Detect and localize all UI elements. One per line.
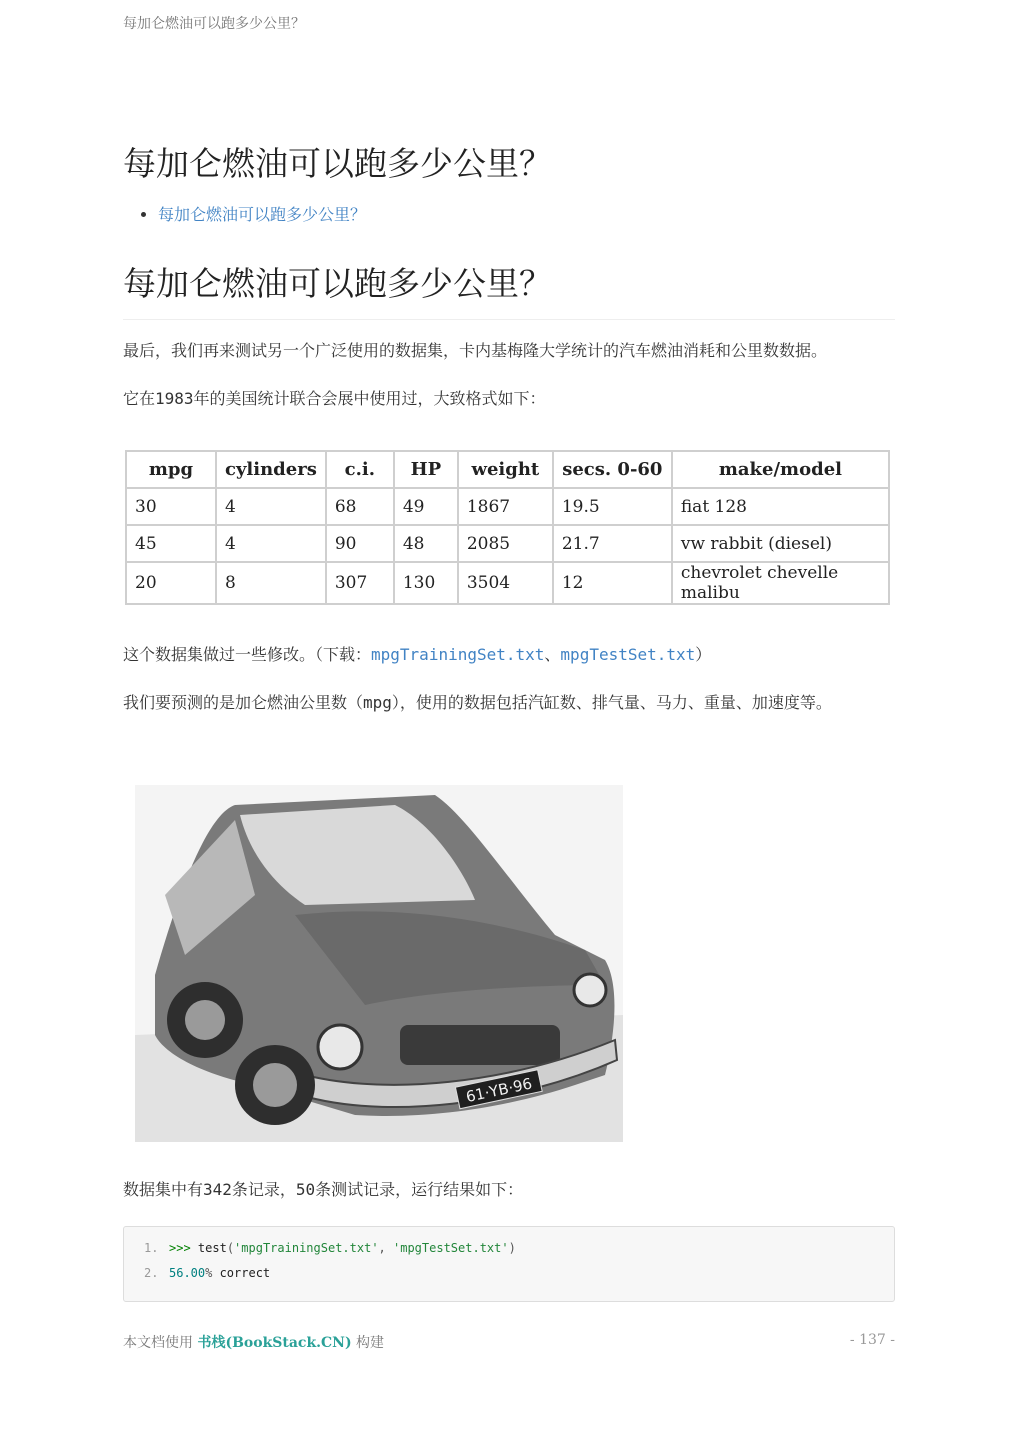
result-paragraph: 数据集中有342条记录，50条测试记录，运行结果如下：: [123, 1180, 524, 1199]
cell-secs: 12: [553, 562, 672, 604]
code-text: correct: [212, 1266, 271, 1280]
footer-brand-link[interactable]: 书栈(BookStack.CN): [197, 1335, 352, 1351]
code-comma: ,: [378, 1241, 393, 1255]
car-illustration: [135, 785, 623, 1142]
table-row: [126, 562, 889, 604]
footer-suffix: 构建: [351, 1335, 385, 1351]
page-number: - 137 -: [849, 1332, 895, 1348]
license-plate: 61·YB·96: [464, 1074, 534, 1106]
code-line: [144, 1263, 270, 1283]
col-header-mpg: mpg: [126, 451, 216, 488]
prediction-paragraph: [123, 689, 868, 717]
page-title: 每加仑燃油可以跑多少公里？: [123, 144, 552, 183]
cell-cylinders: 4: [216, 488, 326, 525]
running-header: 每加仑燃油可以跑多少公里？: [123, 16, 305, 32]
toc-item: [158, 202, 366, 225]
table-of-contents: [123, 202, 366, 225]
col-header-hp: HP: [394, 451, 458, 488]
code-block: [123, 1226, 895, 1302]
cell-weight: 1867: [458, 488, 553, 525]
cell-make-model: vw rabbit (diesel): [672, 525, 889, 562]
cell-mpg: 30: [126, 488, 216, 525]
code-string: 'mpgTestSet.txt': [393, 1241, 509, 1255]
footer-prefix: 本文档使用: [123, 1335, 198, 1351]
code-percent: %: [205, 1266, 213, 1280]
code-string: 'mpgTrainingSet.txt': [234, 1241, 379, 1255]
col-header-secs: secs. 0-60: [553, 451, 672, 488]
line-number: 1.: [144, 1241, 159, 1255]
intro-paragraph: 最后，我们再来测试另一个广泛使用的数据集，卡内基梅隆大学统计的汽车燃油消耗和公里数数据。: [123, 341, 828, 360]
cell-weight: 3504: [458, 562, 553, 604]
section-title: 每加仑燃油可以跑多少公里？: [123, 258, 895, 320]
table-header-row: [126, 451, 889, 488]
cell-secs: 21.7: [553, 525, 672, 562]
footer-credit: [123, 1332, 384, 1352]
col-header-weight: weight: [458, 451, 553, 488]
prediction-after: ），使用的数据包括汽缸数、排气量、马力、重量、加速度等。: [391, 693, 832, 712]
mpg-inline-code: mpg: [363, 693, 392, 712]
cell-weight: 2085: [458, 525, 553, 562]
line-number: 2.: [144, 1266, 159, 1280]
code-paren: (: [226, 1241, 235, 1255]
cell-hp: 130: [394, 562, 458, 604]
col-header-cylinders: cylinders: [216, 451, 326, 488]
cell-hp: 49: [394, 488, 458, 525]
cell-secs: 19.5: [553, 488, 672, 525]
col-header-ci: c.i.: [326, 451, 394, 488]
cell-ci: 68: [326, 488, 394, 525]
prediction-before: 我们要预测的是加仑燃油公里数（: [123, 693, 364, 712]
code-paren: ): [508, 1241, 516, 1255]
cell-ci: 307: [326, 562, 394, 604]
cell-cylinders: 4: [216, 525, 326, 562]
cell-ci: 90: [326, 525, 394, 562]
cell-make-model: chevrolet chevelle malibu: [672, 562, 889, 604]
code-prompt: >>>: [169, 1241, 198, 1255]
format-paragraph: 它在1983年的美国统计联合会展中使用过，大致格式如下：: [123, 389, 546, 408]
toc-link[interactable]: 每加仑燃油可以跑多少公里？: [158, 205, 367, 224]
car-photo: [135, 785, 623, 1142]
code-function: test: [197, 1241, 227, 1255]
test-set-link[interactable]: mpgTestSet.txt: [560, 645, 696, 664]
cell-hp: 48: [394, 525, 458, 562]
download-separator: 、: [544, 645, 561, 664]
table-row: [126, 525, 889, 562]
cell-make-model: fiat 128: [672, 488, 889, 525]
mpg-data-table: [125, 450, 890, 605]
col-header-make-model: make/model: [672, 451, 889, 488]
cell-mpg: 45: [126, 525, 216, 562]
download-prefix: 这个数据集做过一些修改。（下载：: [123, 645, 372, 664]
download-suffix: ）: [695, 645, 712, 664]
training-set-link[interactable]: mpgTrainingSet.txt: [371, 645, 545, 664]
table-row: [126, 488, 889, 525]
cell-mpg: 20: [126, 562, 216, 604]
download-paragraph: [123, 641, 895, 669]
code-number: 56.00: [169, 1266, 206, 1280]
cell-cylinders: 8: [216, 562, 326, 604]
code-line: [144, 1238, 516, 1258]
